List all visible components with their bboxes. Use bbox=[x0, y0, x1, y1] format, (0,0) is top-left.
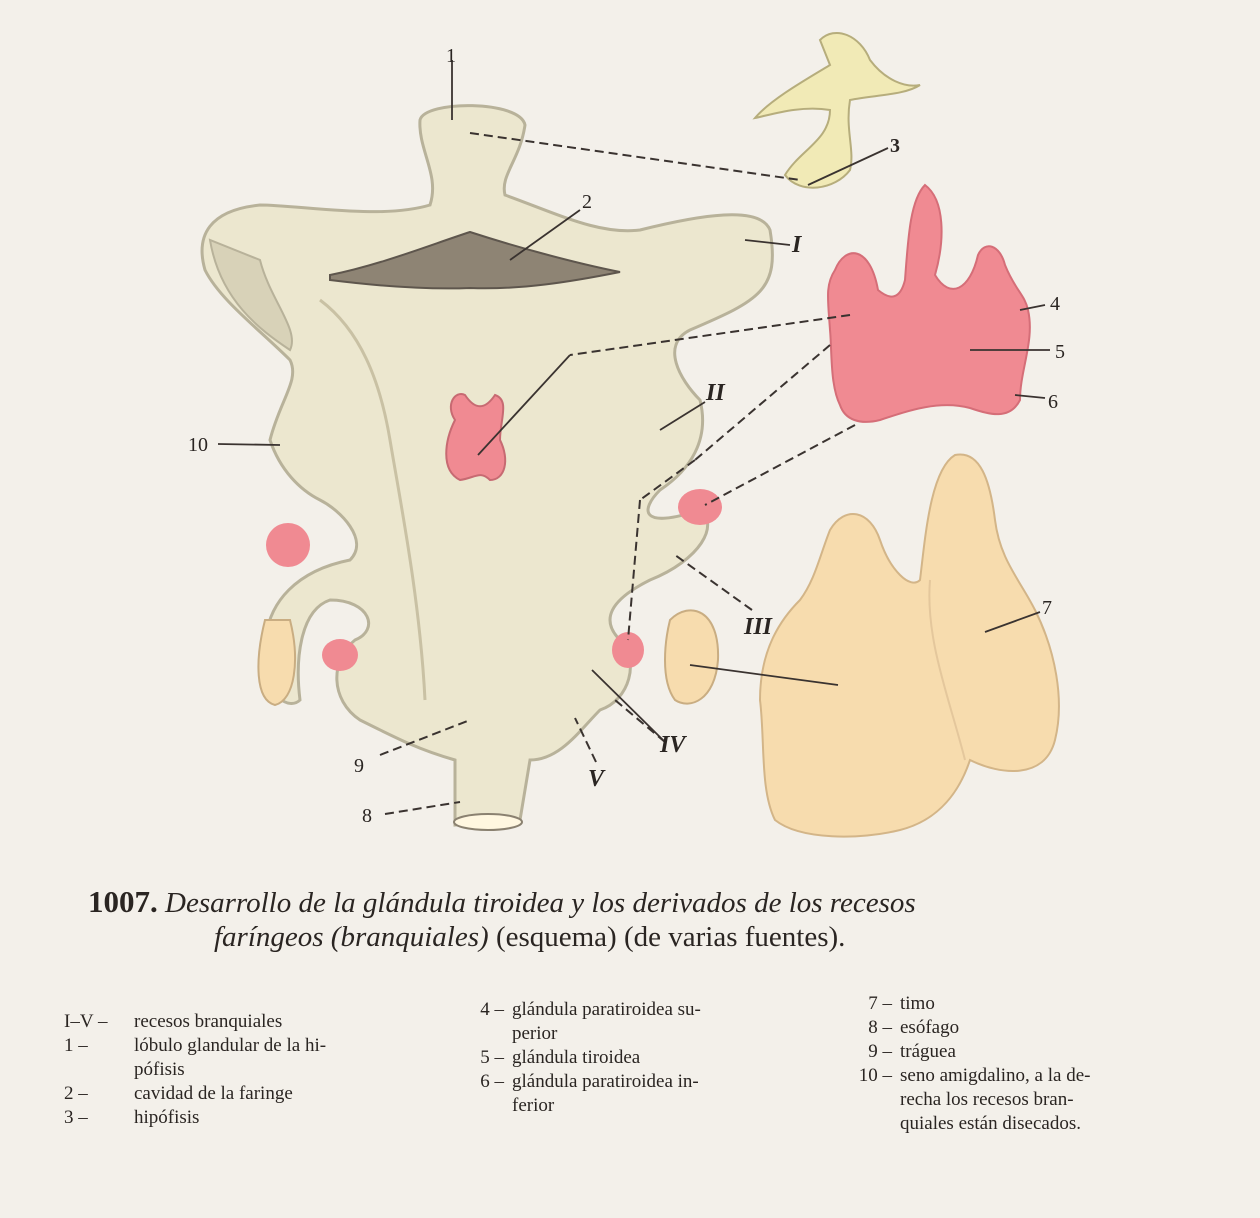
legend-column-3 bbox=[840, 992, 1160, 1136]
legend-text: seno amigdalino, a la de- bbox=[900, 1065, 1091, 1086]
legend-text: glándula paratiroidea su- bbox=[512, 999, 701, 1020]
parathyroid-bud bbox=[678, 489, 722, 525]
figure-caption bbox=[88, 885, 1188, 954]
label-9: 9 bbox=[354, 755, 364, 777]
legend-key: 1 – bbox=[64, 1035, 88, 1056]
parathyroid-bud bbox=[266, 523, 310, 567]
legend-text-cont: recha los recesos bran- bbox=[900, 1089, 1074, 1110]
legend-column-1 bbox=[64, 1010, 394, 1130]
label-6: 6 bbox=[1048, 391, 1058, 413]
label-10: 10 bbox=[188, 434, 208, 456]
esophagus-opening bbox=[454, 814, 522, 830]
label-2: 2 bbox=[582, 191, 592, 213]
legend-text-cont: quiales están disecados. bbox=[900, 1113, 1081, 1134]
parathyroid-bud bbox=[612, 632, 644, 668]
caption-title-rest: (esquema) (de varias fuentes). bbox=[488, 921, 846, 953]
legend-key: 3 – bbox=[64, 1107, 88, 1128]
figure-number: 1007. bbox=[88, 884, 158, 919]
legend-text: glándula tiroidea bbox=[512, 1047, 641, 1068]
legend-key: I–V – bbox=[64, 1011, 108, 1032]
legend-text: glándula paratiroidea in- bbox=[512, 1071, 699, 1092]
label-7: 7 bbox=[1042, 597, 1052, 619]
label-roman-IV: IV bbox=[660, 732, 686, 758]
legend-text: cavidad de la faringe bbox=[134, 1083, 293, 1104]
thyroid-gland bbox=[828, 185, 1030, 422]
legend-key: 10 – bbox=[858, 1065, 892, 1086]
legend-text: esófago bbox=[900, 1017, 960, 1038]
caption-title-1: Desarrollo de la glándula tiroidea y los derivados de los recesos bbox=[165, 887, 916, 919]
left-pouch bbox=[258, 620, 295, 705]
legend-text: lóbulo glandular de la hi- bbox=[134, 1035, 327, 1056]
legend-text: hipófisis bbox=[134, 1107, 200, 1128]
legend-key: 9 – bbox=[868, 1041, 892, 1062]
thymus-primordium bbox=[665, 610, 718, 703]
legend-key: 7 – bbox=[868, 993, 892, 1014]
legend-key: 5 – bbox=[480, 1047, 504, 1068]
legend-text: timo bbox=[900, 993, 935, 1014]
label-roman-III: III bbox=[744, 614, 773, 640]
thymus bbox=[760, 454, 1059, 836]
legend-text-cont: pófisis bbox=[134, 1059, 185, 1080]
legend-text: tráguea bbox=[900, 1041, 956, 1062]
label-roman-II: II bbox=[706, 380, 725, 406]
legend-text-cont: ferior bbox=[512, 1095, 555, 1116]
legend-text: recesos branquiales bbox=[134, 1011, 283, 1032]
label-4: 4 bbox=[1050, 293, 1060, 315]
parathyroid-bud bbox=[322, 639, 358, 671]
label-3: 3 bbox=[890, 135, 900, 157]
hypophysis bbox=[755, 33, 920, 188]
legend-column-2 bbox=[452, 998, 762, 1118]
legend-key: 2 – bbox=[64, 1083, 88, 1104]
label-roman-V: V bbox=[588, 766, 605, 792]
label-8: 8 bbox=[362, 805, 372, 827]
legend-text-cont: perior bbox=[512, 1023, 558, 1044]
label-roman-I: I bbox=[792, 232, 802, 258]
legend-key: 4 – bbox=[480, 999, 504, 1020]
label-1: 1 bbox=[446, 45, 456, 67]
legend-key: 6 – bbox=[480, 1071, 504, 1092]
thyroid-primordium bbox=[446, 394, 505, 480]
label-5: 5 bbox=[1055, 341, 1065, 363]
caption-title-2: faríngeos (branquiales) bbox=[214, 921, 489, 953]
legend-key: 8 – bbox=[868, 1017, 892, 1038]
